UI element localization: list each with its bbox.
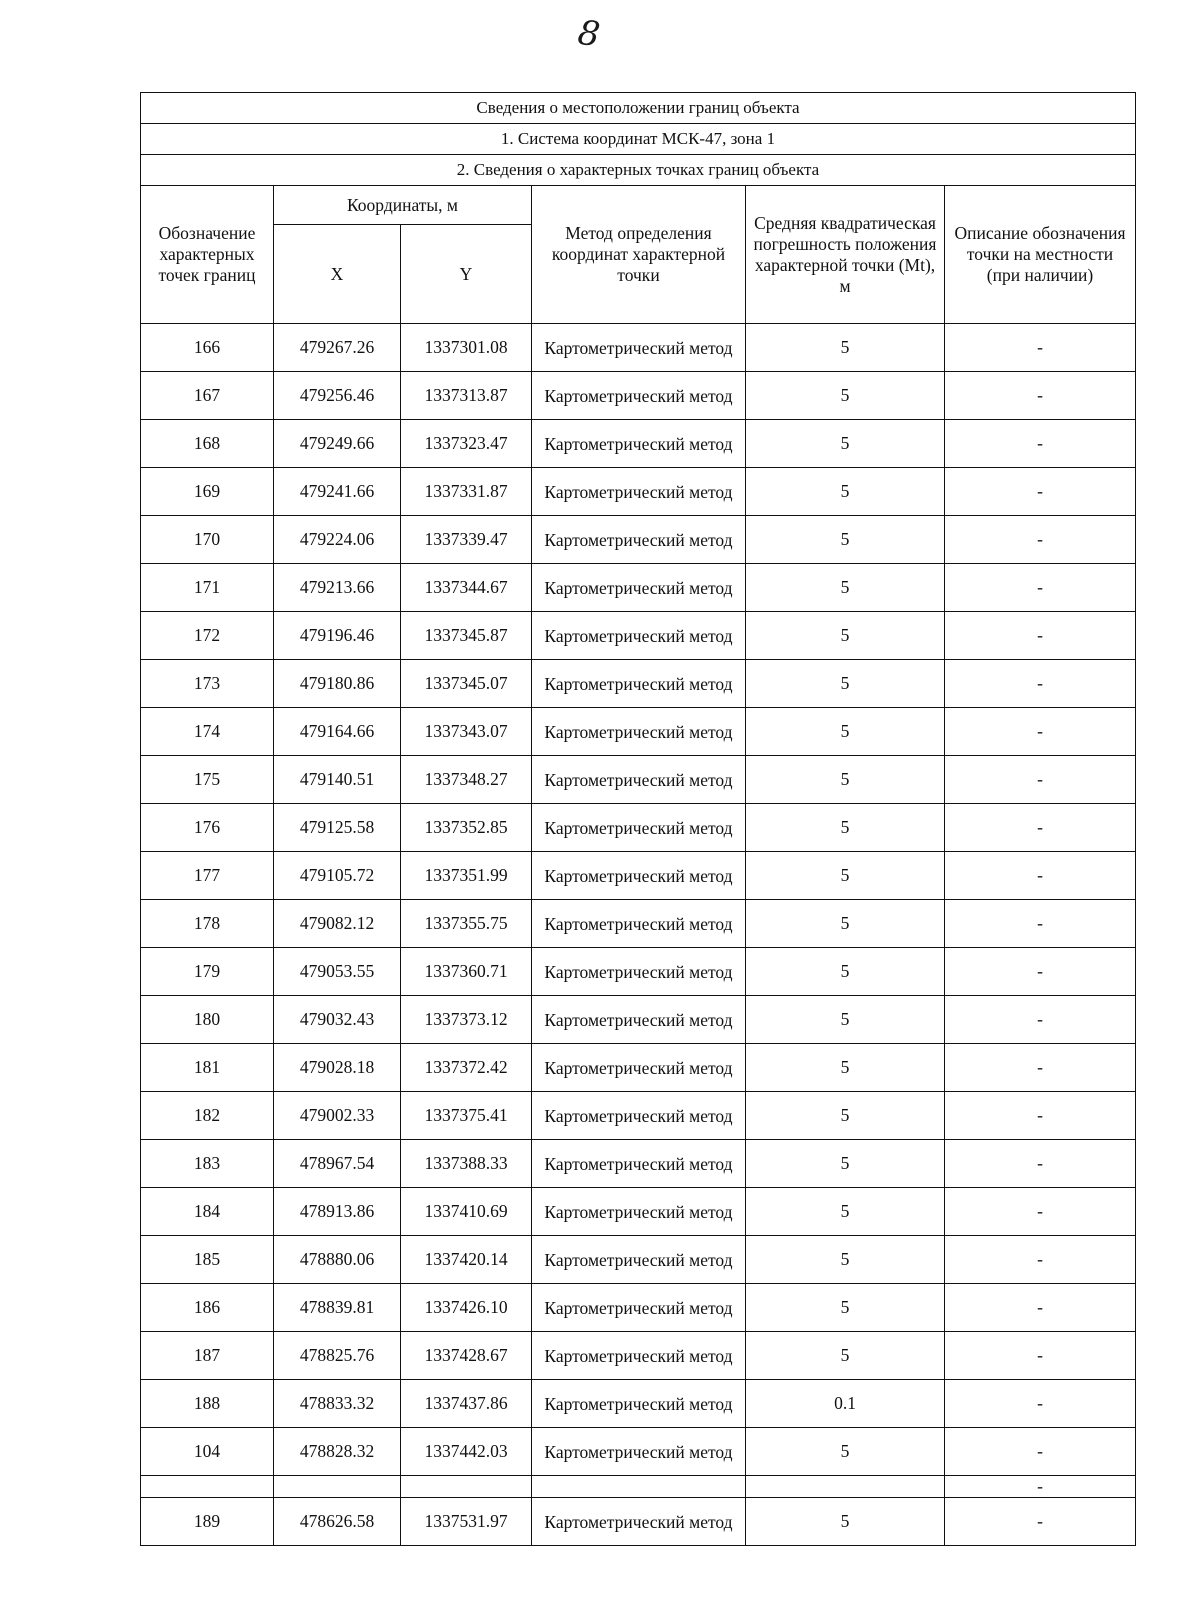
point-id-cell: 168 xyxy=(141,420,274,468)
table-row xyxy=(141,1428,1136,1476)
coord-x-cell: 478839.81 xyxy=(274,1284,401,1332)
method-cell: Картометрический метод xyxy=(532,756,746,804)
point-id-cell: 183 xyxy=(141,1140,274,1188)
mt-cell: 5 xyxy=(746,948,945,996)
point-id-cell: 167 xyxy=(141,372,274,420)
point-id-cell: 178 xyxy=(141,900,274,948)
coordinate-system-title: 1. Система координат МСК-47, зона 1 xyxy=(141,124,1136,155)
mt-cell: 5 xyxy=(746,1332,945,1380)
table-row xyxy=(141,804,1136,852)
header-coordinates: Координаты, м xyxy=(274,186,532,225)
coord-x-cell: 478626.58 xyxy=(274,1498,401,1546)
table-row xyxy=(141,756,1136,804)
method-cell: Картометрический метод xyxy=(532,1428,746,1476)
coord-x-cell: 479053.55 xyxy=(274,948,401,996)
mt-cell: 5 xyxy=(746,996,945,1044)
coord-x-cell: 479032.43 xyxy=(274,996,401,1044)
coord-y-cell: 1337313.87 xyxy=(401,372,532,420)
method-cell: Картометрический метод xyxy=(532,468,746,516)
description-cell: - xyxy=(945,900,1136,948)
table-row xyxy=(141,1332,1136,1380)
point-id-cell: 188 xyxy=(141,1380,274,1428)
point-id-cell: 185 xyxy=(141,1236,274,1284)
table-row xyxy=(141,468,1136,516)
method-cell: Картометрический метод xyxy=(532,804,746,852)
description-cell: - xyxy=(945,420,1136,468)
table-row xyxy=(141,1140,1136,1188)
description-cell: - xyxy=(945,1380,1136,1428)
coord-x-cell: 479256.46 xyxy=(274,372,401,420)
mt-cell: 5 xyxy=(746,1044,945,1092)
coord-x-cell: 479082.12 xyxy=(274,900,401,948)
coord-y-cell: 1337345.07 xyxy=(401,660,532,708)
description-cell: - xyxy=(945,1498,1136,1546)
table-row xyxy=(141,900,1136,948)
coord-y-cell: 1337437.86 xyxy=(401,1380,532,1428)
coord-x-cell: 479028.18 xyxy=(274,1044,401,1092)
mt-cell: 5 xyxy=(746,1498,945,1546)
coord-y-cell: 1337360.71 xyxy=(401,948,532,996)
coord-y-cell: 1337339.47 xyxy=(401,516,532,564)
method-cell: Картометрический метод xyxy=(532,1188,746,1236)
coord-y-cell: 1337388.33 xyxy=(401,1140,532,1188)
coord-x-cell: 479002.33 xyxy=(274,1092,401,1140)
coord-x-cell xyxy=(274,1476,401,1498)
method-cell: Картометрический метод xyxy=(532,1380,746,1428)
point-id-cell: 177 xyxy=(141,852,274,900)
table-row xyxy=(141,1044,1136,1092)
point-id-cell: 174 xyxy=(141,708,274,756)
mt-cell: 5 xyxy=(746,660,945,708)
description-cell: - xyxy=(945,756,1136,804)
point-id-cell: 187 xyxy=(141,1332,274,1380)
coord-y-cell: 1337331.87 xyxy=(401,468,532,516)
table-row xyxy=(141,660,1136,708)
coord-x-cell: 478880.06 xyxy=(274,1236,401,1284)
mt-cell: 5 xyxy=(746,324,945,372)
coord-y-cell: 1337531.97 xyxy=(401,1498,532,1546)
mt-cell: 5 xyxy=(746,1092,945,1140)
description-cell: - xyxy=(945,1236,1136,1284)
method-cell: Картометрический метод xyxy=(532,372,746,420)
coord-y-cell: 1337348.27 xyxy=(401,756,532,804)
table-row xyxy=(141,1476,1136,1498)
point-id-cell: 104 xyxy=(141,1428,274,1476)
point-id-cell: 166 xyxy=(141,324,274,372)
description-cell: - xyxy=(945,564,1136,612)
point-id-cell: 173 xyxy=(141,660,274,708)
coord-y-cell: 1337426.10 xyxy=(401,1284,532,1332)
description-cell: - xyxy=(945,1284,1136,1332)
point-id-cell: 182 xyxy=(141,1092,274,1140)
description-cell: - xyxy=(945,1188,1136,1236)
point-id-cell: 170 xyxy=(141,516,274,564)
description-cell: - xyxy=(945,804,1136,852)
description-cell: - xyxy=(945,1092,1136,1140)
method-cell: Картометрический метод xyxy=(532,708,746,756)
method-cell: Картометрический метод xyxy=(532,1332,746,1380)
table-row xyxy=(141,612,1136,660)
mt-cell: 5 xyxy=(746,852,945,900)
coord-x-cell: 478825.76 xyxy=(274,1332,401,1380)
description-cell: - xyxy=(945,1428,1136,1476)
method-cell: Картометрический метод xyxy=(532,1092,746,1140)
coord-x-cell: 479267.26 xyxy=(274,324,401,372)
table-row xyxy=(141,516,1136,564)
description-cell: - xyxy=(945,468,1136,516)
method-cell: Картометрический метод xyxy=(532,1498,746,1546)
table-row xyxy=(141,1236,1136,1284)
method-cell: Картометрический метод xyxy=(532,948,746,996)
coord-x-cell: 479125.58 xyxy=(274,804,401,852)
coord-x-cell: 479140.51 xyxy=(274,756,401,804)
description-cell: - xyxy=(945,1140,1136,1188)
description-cell: - xyxy=(945,852,1136,900)
mt-cell: 5 xyxy=(746,756,945,804)
mt-cell: 5 xyxy=(746,1140,945,1188)
points-section-title: 2. Сведения о характерных точках границ объекта xyxy=(141,155,1136,186)
method-cell: Картометрический метод xyxy=(532,660,746,708)
point-id-cell: 184 xyxy=(141,1188,274,1236)
table-row xyxy=(141,1284,1136,1332)
method-cell: Картометрический метод xyxy=(532,564,746,612)
point-id-cell: 179 xyxy=(141,948,274,996)
point-id-cell: 189 xyxy=(141,1498,274,1546)
method-cell: Картометрический метод xyxy=(532,612,746,660)
point-id-cell: 176 xyxy=(141,804,274,852)
header-description: Описание обозначения точки на местности (при наличии) xyxy=(945,186,1136,324)
coord-y-cell: 1337351.99 xyxy=(401,852,532,900)
page-number: 8 xyxy=(575,12,603,56)
coord-x-cell: 479249.66 xyxy=(274,420,401,468)
coord-y-cell xyxy=(401,1476,532,1498)
method-cell: Картометрический метод xyxy=(532,1044,746,1092)
mt-cell: 5 xyxy=(746,564,945,612)
header-x: X xyxy=(274,225,401,324)
mt-cell: 5 xyxy=(746,1236,945,1284)
coord-y-cell: 1337345.87 xyxy=(401,612,532,660)
header-designation: Обозначение характерных точек границ xyxy=(141,186,274,324)
coord-y-cell: 1337410.69 xyxy=(401,1188,532,1236)
mt-cell: 5 xyxy=(746,516,945,564)
coord-y-cell: 1337420.14 xyxy=(401,1236,532,1284)
coord-y-cell: 1337355.75 xyxy=(401,900,532,948)
method-cell: Картометрический метод xyxy=(532,852,746,900)
mt-cell: 5 xyxy=(746,900,945,948)
description-cell: - xyxy=(945,996,1136,1044)
mt-cell: 5 xyxy=(746,372,945,420)
coord-y-cell: 1337428.67 xyxy=(401,1332,532,1380)
description-cell: - xyxy=(945,660,1136,708)
coord-y-cell: 1337344.67 xyxy=(401,564,532,612)
mt-cell: 5 xyxy=(746,1188,945,1236)
coord-x-cell: 479180.86 xyxy=(274,660,401,708)
header-y: Y xyxy=(401,225,532,324)
coord-y-cell: 1337442.03 xyxy=(401,1428,532,1476)
table-row xyxy=(141,1092,1136,1140)
coord-y-cell: 1337352.85 xyxy=(401,804,532,852)
table-row xyxy=(141,420,1136,468)
table-row xyxy=(141,852,1136,900)
coord-x-cell: 478967.54 xyxy=(274,1140,401,1188)
header-method: Метод определения координат характерной точки xyxy=(532,186,746,324)
coord-y-cell: 1337375.41 xyxy=(401,1092,532,1140)
table-row xyxy=(141,1380,1136,1428)
table-row xyxy=(141,708,1136,756)
method-cell: Картометрический метод xyxy=(532,996,746,1044)
method-cell: Картометрический метод xyxy=(532,324,746,372)
point-id-cell: 169 xyxy=(141,468,274,516)
coord-x-cell: 479241.66 xyxy=(274,468,401,516)
coord-x-cell: 478913.86 xyxy=(274,1188,401,1236)
point-id-cell: 175 xyxy=(141,756,274,804)
description-cell: - xyxy=(945,1332,1136,1380)
description-cell: - xyxy=(945,948,1136,996)
method-cell: Картометрический метод xyxy=(532,1140,746,1188)
point-id-cell xyxy=(141,1476,274,1498)
boundary-points-table xyxy=(140,92,1136,1546)
coord-y-cell: 1337373.12 xyxy=(401,996,532,1044)
mt-cell: 0.1 xyxy=(746,1380,945,1428)
coord-y-cell: 1337372.42 xyxy=(401,1044,532,1092)
description-cell: - xyxy=(945,372,1136,420)
description-cell: - xyxy=(945,1044,1136,1092)
description-cell: - xyxy=(945,708,1136,756)
coord-y-cell: 1337343.07 xyxy=(401,708,532,756)
point-id-cell: 172 xyxy=(141,612,274,660)
method-cell: Картометрический метод xyxy=(532,1284,746,1332)
description-cell: - xyxy=(945,612,1136,660)
point-id-cell: 181 xyxy=(141,1044,274,1092)
coord-x-cell: 478828.32 xyxy=(274,1428,401,1476)
mt-cell: 5 xyxy=(746,612,945,660)
mt-cell: 5 xyxy=(746,804,945,852)
coord-x-cell: 478833.32 xyxy=(274,1380,401,1428)
description-cell: - xyxy=(945,324,1136,372)
point-id-cell: 180 xyxy=(141,996,274,1044)
mt-cell: 5 xyxy=(746,1284,945,1332)
table-row xyxy=(141,1498,1136,1546)
coord-y-cell: 1337301.08 xyxy=(401,324,532,372)
coord-x-cell: 479105.72 xyxy=(274,852,401,900)
header-error: Средняя квадратическая погрешность положения характерной точки (Mt), м xyxy=(746,186,945,324)
method-cell: Картометрический метод xyxy=(532,1236,746,1284)
table-row xyxy=(141,996,1136,1044)
table-row xyxy=(141,324,1136,372)
method-cell: Картометрический метод xyxy=(532,900,746,948)
table-row xyxy=(141,948,1136,996)
point-id-cell: 171 xyxy=(141,564,274,612)
coord-x-cell: 479164.66 xyxy=(274,708,401,756)
mt-cell: 5 xyxy=(746,420,945,468)
coord-x-cell: 479224.06 xyxy=(274,516,401,564)
table-row xyxy=(141,1188,1136,1236)
point-id-cell: 186 xyxy=(141,1284,274,1332)
mt-cell xyxy=(746,1476,945,1498)
description-cell: - xyxy=(945,1476,1136,1498)
mt-cell: 5 xyxy=(746,468,945,516)
method-cell: Картометрический метод xyxy=(532,516,746,564)
mt-cell: 5 xyxy=(746,708,945,756)
mt-cell: 5 xyxy=(746,1428,945,1476)
coord-x-cell: 479196.46 xyxy=(274,612,401,660)
table-title: Сведения о местоположении границ объекта xyxy=(141,93,1136,124)
coord-y-cell: 1337323.47 xyxy=(401,420,532,468)
method-cell: Картометрический метод xyxy=(532,420,746,468)
table-row xyxy=(141,564,1136,612)
method-cell xyxy=(532,1476,746,1498)
table-row xyxy=(141,372,1136,420)
description-cell: - xyxy=(945,516,1136,564)
coord-x-cell: 479213.66 xyxy=(274,564,401,612)
